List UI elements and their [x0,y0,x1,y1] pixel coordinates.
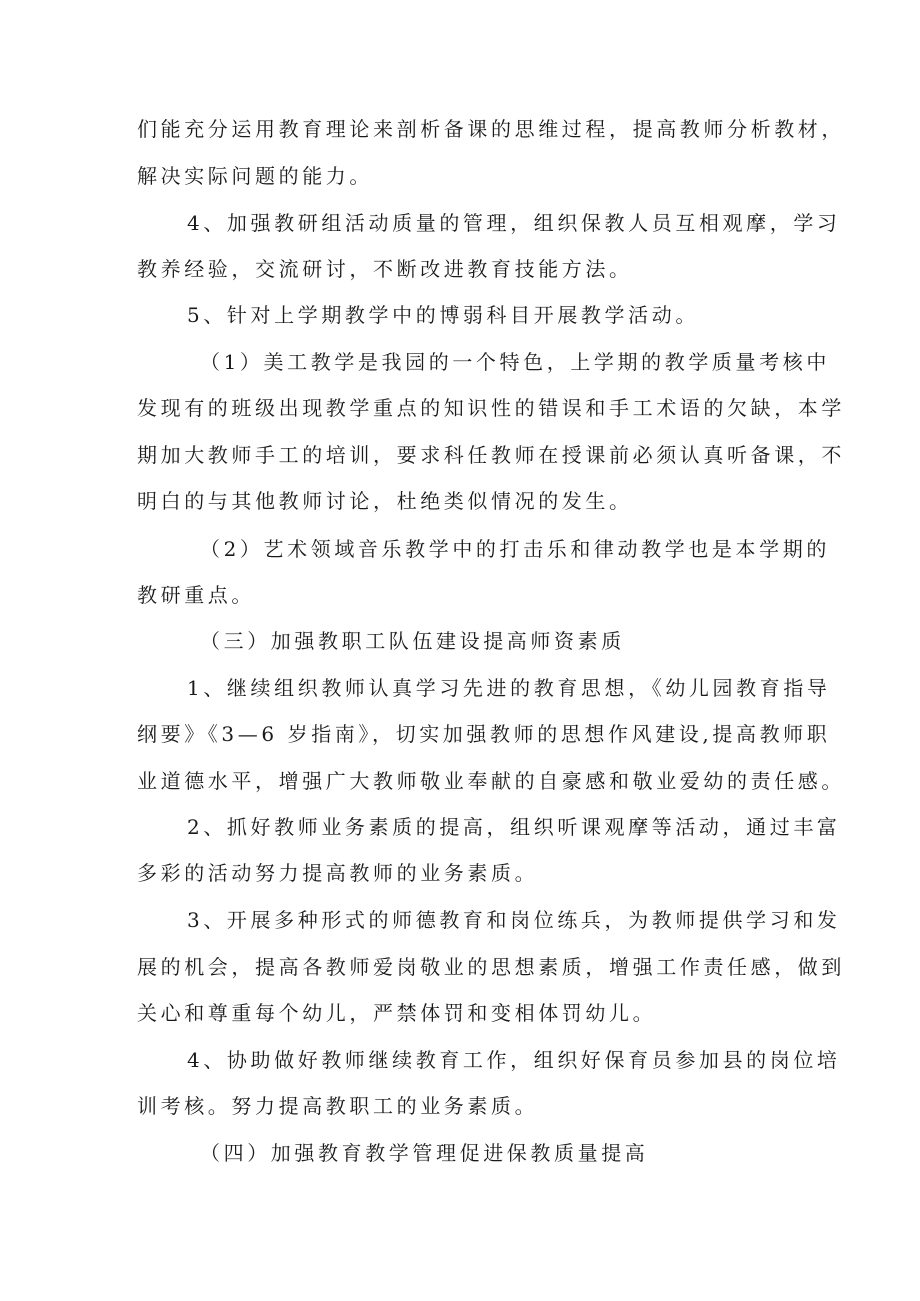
text-line: 期加大教师手工的培训，要求科任教师在授课前必须认真听备课，不 [137,443,845,467]
text-line: 们能充分运用教育理论来剖析备课的思维过程，提高教师分析教材， [137,117,845,141]
text-line: 业道德水平，增强广大教师敬业奉献的自豪感和敬业爱幼的责任感。 [137,769,845,793]
text-line: 2、抓好教师业务素质的提高，组织听课观摩等活动，通过丰富 [187,815,841,839]
text-line: （1）美工教学是我园的一个特色，上学期的教学质量考核中 [200,350,830,374]
text-line: 教研重点。 [137,583,255,607]
section-heading: （三）加强教职工队伍建设提高师资素质 [200,629,625,653]
text-line: 纲要》《3—6 岁指南》，切实加强教师的思想作风建设,提高教师职 [137,722,831,746]
text-line: （2）艺术领域音乐教学中的打击乐和律动教学也是本学期的 [200,537,830,561]
text-line: 3、开展多种形式的师德教育和岗位练兵，为教师提供学习和发 [187,908,841,932]
text-line: 1、继续组织教师认真学习先进的教育思想，《幼儿园教育指导 [187,676,831,700]
text-line: 4、协助做好教师继续教育工作，组织好保育员参加县的岗位培 [187,1048,841,1072]
text-line: 发现有的班级出现教学重点的知识性的错误和手工术语的欠缺，本学 [137,396,845,420]
text-line: 解决实际问题的能力。 [137,164,373,188]
text-line: 5、针对上学期教学中的博弱科目开展教学活动。 [187,303,699,327]
section-heading: （四）加强教育教学管理促进保教质量提高 [200,1141,649,1165]
text-line: 训考核。努力提高教职工的业务素质。 [137,1094,539,1118]
text-line: 多彩的活动努力提高教师的业务素质。 [137,861,539,885]
text-line: 教养经验，交流研讨，不断改进教育技能方法。 [137,257,633,281]
text-line: 关心和尊重每个幼儿，严禁体罚和变相体罚幼儿。 [137,1001,657,1025]
text-line: 展的机会，提高各教师爱岗敬业的思想素质，增强工作责任感，做到 [137,955,845,979]
text-line: 明白的与其他教师讨论，杜绝类似情况的发生。 [137,489,633,513]
text-line: 4、加强教研组活动质量的管理，组织保教人员互相观摩，学习 [187,211,841,235]
